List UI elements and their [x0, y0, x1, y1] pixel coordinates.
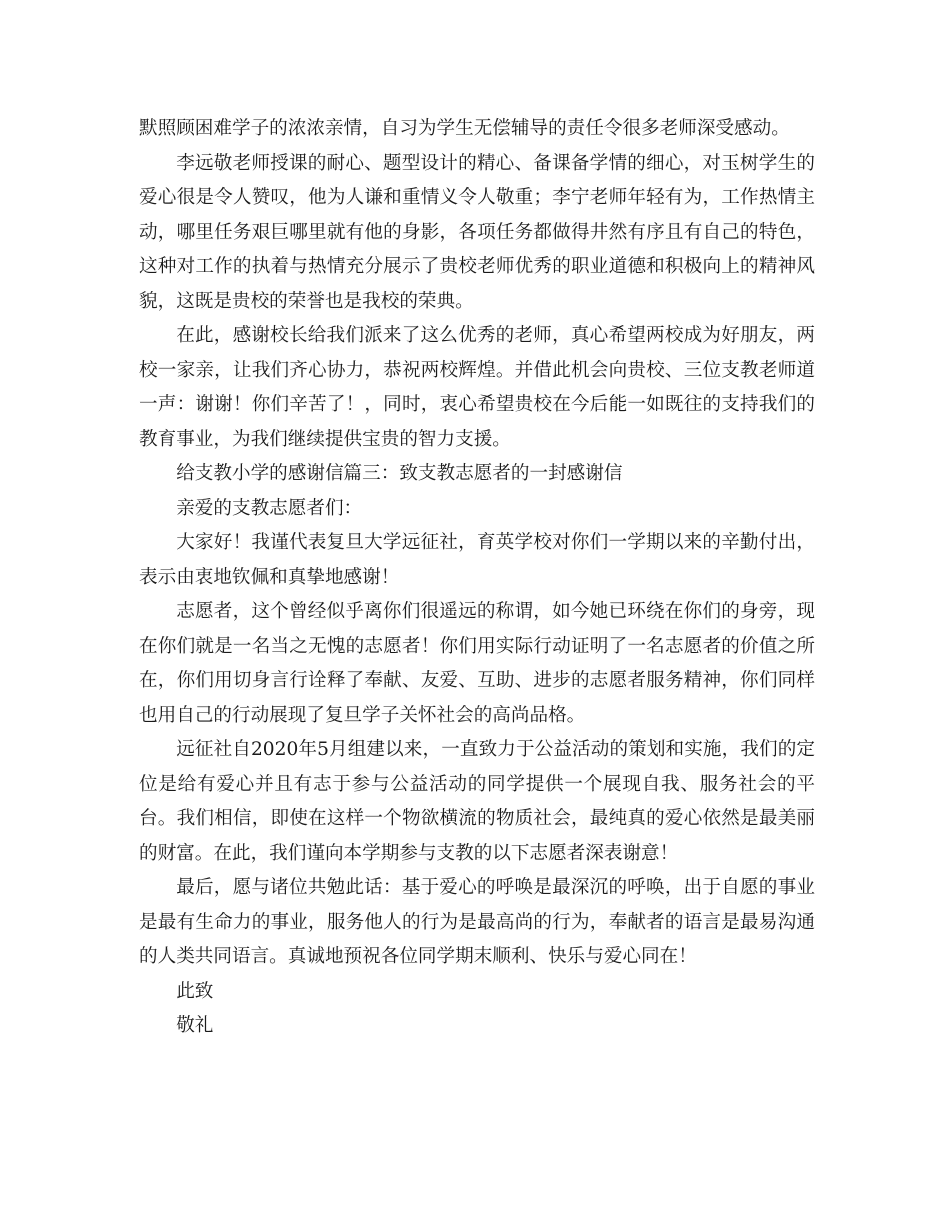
paragraph-1: 默照顾困难学子的浓浓亲情，自习为学生无偿辅导的责任令很多老师深受感动。: [139, 118, 790, 139]
section-title: 给支教小学的感谢信篇三：致支教志愿者的一封感谢信: [176, 463, 623, 484]
paragraph-greeting: 大家好！我谨代表复旦大学远征社，育英学校对你们一学期以来的辛勤付出，表示由衷地钦佩和真挚地感谢！: [139, 532, 815, 588]
paragraph-3: 在此，感谢校长给我们派来了这么优秀的老师，真心希望两校成为好朋友，两校一家亲，让我们齐心协力，恭祝两校辉煌。并借此机会向贵校、三位支教老师道一声：谢谢！你们辛苦了！，同时，衷心希望贵校在今后能一如既往的支持我们的教育事业，为我们继续提供宝贵的智力支援。: [139, 325, 815, 450]
closing-jing-li: 敬礼: [176, 1015, 214, 1036]
paragraph-volunteer: 志愿者，这个曾经似乎离你们很遥远的称谓，如今她已环绕在你们的身旁，现在你们就是一名当之无愧的志愿者！你们用实际行动证明了一名志愿者的价值之所在，你们用切身言行诠释了奉献、友爱、互助、进步的志愿者服务精神，你们同样也用自己的行动展现了复旦学子关怀社会的高尚品格。: [139, 601, 815, 726]
paragraph-closing: 最后，愿与诸位共勉此话：基于爱心的呼唤是最深沉的呼唤，出于自愿的事业是最有生命力的事业，服务他人的行为是最高尚的行为，奉献者的语言是最易沟通的人类共同语言。真诚地预祝各位同学期末顺利、快乐与爱心同在！: [139, 877, 815, 967]
document-body: [139, 112, 815, 1044]
paragraph-society: 远征社自2020年5月组建以来，一直致力于公益活动的策划和实施，我们的定位是给有爱心并且有志于参与公益活动的同学提供一个展现自我、服务社会的平台。我们相信，即使在这样一个物欲横流的物质社会，最纯真的爱心依然是最美丽的财富。在此，我们谨向本学期参与支教的以下志愿者深表谢意！: [139, 739, 815, 864]
closing-ci-zhi: 此致: [176, 980, 214, 1002]
paragraph-2: 李远敬老师授课的耐心、题型设计的精心、备课备学情的细心，对玉树学生的爱心很是令人赞叹，他为人谦和重情义令人敬重；李宁老师年轻有为，工作热情主动，哪里任务艰巨哪里就有他的身影，各项任务都做得井然有序且有自己的特色，这种对工作的执着与热情充分展示了贵校老师优秀的职业道德和积极向上的精神风貌，这既是贵校的荣誉也是我校的荣典。: [139, 152, 815, 312]
salutation: 亲爱的支教志愿者们：: [176, 497, 363, 519]
